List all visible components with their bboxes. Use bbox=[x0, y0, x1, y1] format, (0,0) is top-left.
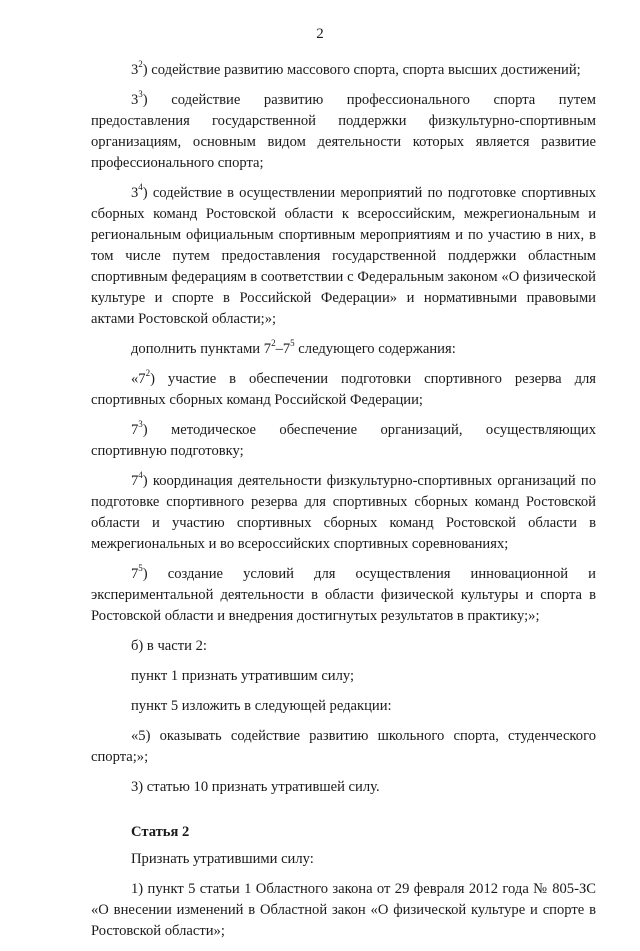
paragraph-7-4: $7^4$) координация деятельности физкультурно-спортивных организаций по подготовке спортивного резерва для спортивных сборных команд Ростовской области и участию спортивных сборных команд Ростовской области в межрегиональных и во всероссийских спортивных соревнованиях; bbox=[91, 470, 596, 552]
document-body bbox=[91, 60, 596, 951]
paragraph-school-sport: «5) оказывать содействие развитию школьного спорта, студенческого спорта;»; bbox=[91, 728, 596, 765]
paragraph-repeal-intro: Признать утратившими силу: bbox=[131, 851, 314, 867]
paragraph-3-3: $3^3$) содействие развитию профессионального спорта путем предоставления государственной поддержки физкультурно-спортивным организациям, основным видом деятельности которых является развитие профессионального спорта; bbox=[91, 89, 596, 171]
paragraph-repeal-1: 1) пункт 5 статьи 1 Областного закона от 29 февраля 2012 года № 805-ЗС «О внесении изменений в Областной закон «О физической культуре и спорте в Ростовской области»; bbox=[91, 881, 596, 939]
paragraph-7-3: $7^3$) методическое обеспечение организаций, осуществляющих спортивную подготовку; bbox=[91, 419, 596, 459]
paragraph-7-5: $7^5$) создание условий для осуществления инновационной и экспериментальной деятельности в области физической культуры и спорта в Ростовской области и внедрения достигнутых результатов в практику;»; bbox=[91, 563, 596, 624]
paragraph-3-4: $3^4$) содействие в осуществлении мероприятий по подготовке спортивных сборных команд Ростовской области к всероссийским, межрегиональным и региональным официальным спортивным мероприятиям и по участию в них, в том числе путем предоставления государственной поддержки областным спортивным федерациям в соответствии с Федеральным законом «О физической культуре и спорте в Российской Федерации» и нормативными правовыми актами Ростовской области;»; bbox=[91, 182, 596, 327]
article-heading: Статья 2 bbox=[131, 824, 190, 840]
paragraph-7-2: «$7^2$) участие в обеспечении подготовки спортивного резерва для спортивных сборных команд Российской Федерации; bbox=[91, 368, 596, 408]
paragraph-3-2: $3^2$) содействие развитию массового спорта, спорта высших достижений; bbox=[131, 59, 581, 78]
paragraph-point-5: пункт 5 изложить в следующей редакции: bbox=[131, 698, 392, 714]
paragraph-part-2: б) в части 2: bbox=[131, 638, 207, 654]
page-number: 2 bbox=[316, 26, 324, 42]
paragraph-article-10: 3) статью 10 признать утратившей силу. bbox=[131, 779, 380, 795]
paragraph-point-1: пункт 1 признать утратившим силу; bbox=[131, 668, 355, 684]
paragraph-add-points: дополнить пунктами $7^2-7^5$ следующего содержания: bbox=[131, 338, 456, 357]
